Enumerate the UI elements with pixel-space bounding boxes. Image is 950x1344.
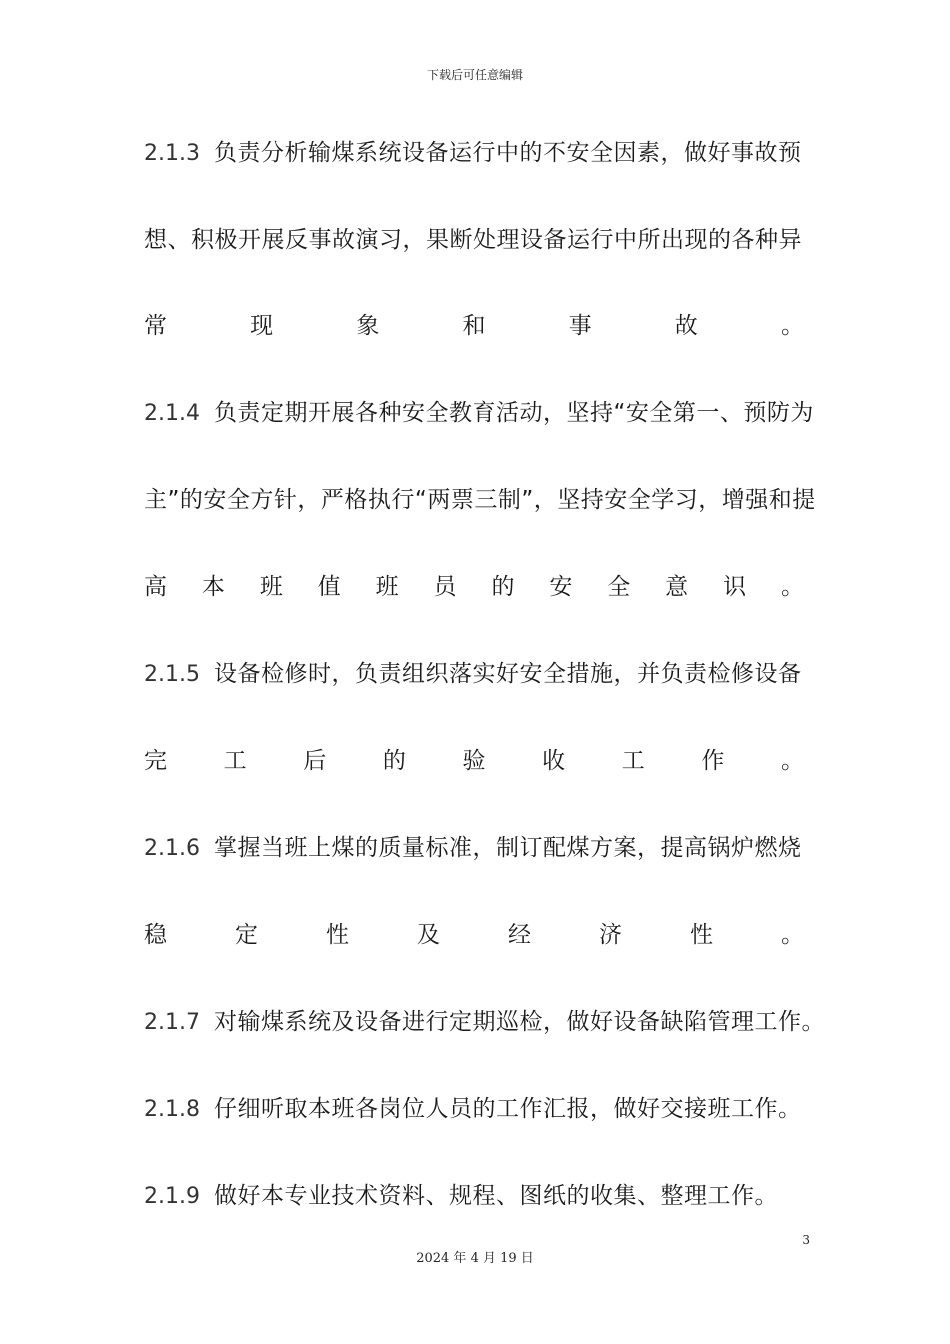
paragraph-2-1-3-line-2 [144, 225, 804, 255]
spread-char: 现 [250, 313, 274, 339]
line-text: 负责分析输煤系统设备运行中的不安全因素，做好事故预 [214, 140, 802, 166]
line-text: 设备检修时，负责组织落实好安全措施，并负责检修设备 [214, 661, 802, 687]
paragraph-2-1-6-line-1 [144, 833, 804, 864]
paragraph-2-1-3-line-1 [144, 138, 804, 169]
spread-char: 本 [201, 574, 225, 600]
page-header: 下载后可任意编辑 [426, 68, 523, 82]
spread-char: 经 [508, 922, 531, 948]
line-text: 想、积极开展反事故演习，果断处理设备运行中所出现的各种异 [144, 227, 802, 253]
spread-char: 稳 [144, 922, 167, 948]
paragraph-2-1-3-line-3 [144, 311, 804, 341]
spread-char: 班 [375, 574, 399, 600]
spread-char: 工 [621, 748, 645, 774]
spread-char: 员 [433, 574, 457, 600]
spread-char: 事 [568, 313, 592, 339]
spread-char: 工 [223, 748, 247, 774]
spread-char: 意 [665, 574, 689, 600]
spread-char: 。 [780, 313, 804, 339]
paragraph-2-1-5-line-1 [144, 659, 804, 690]
paragraph-2-1-4-line-2 [144, 485, 816, 515]
spread-char: 值 [317, 574, 341, 600]
spread-char: 的 [382, 748, 406, 774]
spread-char: 性 [326, 922, 349, 948]
clause-number: 2.1.6 [144, 836, 200, 861]
paragraph-2-1-5-line-2 [144, 746, 804, 776]
paragraph-2-1-7 [144, 1007, 825, 1038]
spread-char: 常 [144, 313, 167, 339]
line-text: 仔细听取本班各岗位人员的工作汇报，做好交接班工作。 [214, 1096, 802, 1122]
clause-number: 2.1.4 [144, 401, 200, 426]
line-text: 主”的安全方针，严格执行“两票三制”，坚持安全学习，增强和提 [144, 487, 816, 513]
paragraph-2-1-8 [144, 1094, 804, 1125]
spread-char: 象 [356, 313, 380, 339]
spread-char: 高 [144, 574, 167, 600]
spread-char: 故 [674, 313, 698, 339]
paragraph-2-1-4-line-1 [144, 398, 814, 429]
footer-date: 2024 年 4 月 19 日 [416, 1251, 534, 1266]
spread-char: 验 [462, 748, 486, 774]
spread-char: 收 [542, 748, 566, 774]
clause-number: 2.1.7 [144, 1010, 200, 1035]
clause-number: 2.1.5 [144, 662, 200, 687]
spread-char: 和 [462, 313, 486, 339]
line-text: 负责定期开展各种安全教育活动，坚持“安全第一、预防为 [214, 400, 814, 426]
spread-char: 及 [417, 922, 440, 948]
spread-char: 作 [701, 748, 725, 774]
spread-char: 全 [607, 574, 631, 600]
paragraph-2-1-6-line-2 [144, 920, 804, 950]
spread-char: 后 [303, 748, 327, 774]
spread-char: 。 [780, 574, 804, 600]
spread-char: 完 [144, 748, 167, 774]
spread-char: 的 [491, 574, 515, 600]
line-text: 对输煤系统及设备进行定期巡检，做好设备缺陷管理工作。 [214, 1009, 825, 1035]
paragraph-2-1-9 [144, 1181, 804, 1212]
spread-char: 定 [235, 922, 258, 948]
clause-number: 2.1.8 [144, 1097, 200, 1122]
spread-char: 性 [690, 922, 713, 948]
clause-number: 2.1.9 [144, 1184, 200, 1209]
line-text: 做好本专业技术资料、规程、图纸的收集、整理工作。 [214, 1183, 778, 1209]
spread-char: 。 [781, 748, 804, 774]
spread-char: 。 [781, 922, 804, 948]
spread-char: 安 [549, 574, 573, 600]
clause-number: 2.1.3 [144, 141, 200, 166]
line-text: 掌握当班上煤的质量标准，制订配煤方案，提高锅炉燃烧 [214, 835, 802, 861]
spread-char: 济 [599, 922, 622, 948]
spread-char: 识 [723, 574, 747, 600]
paragraph-2-1-4-line-3 [144, 572, 804, 602]
page-number: 3 [802, 1233, 810, 1247]
spread-char: 班 [259, 574, 283, 600]
